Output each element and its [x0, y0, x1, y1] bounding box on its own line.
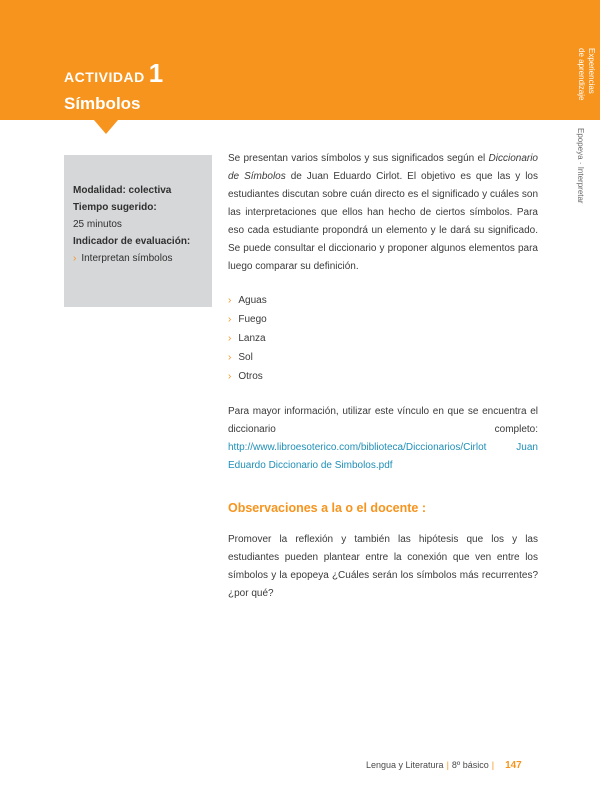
page-number: 147 — [505, 760, 522, 771]
activity-word: ACTIVIDAD — [64, 69, 145, 85]
modalidad-text: Modalidad: colectiva — [73, 185, 172, 196]
tiempo-label: Tiempo sugerido: — [73, 202, 157, 213]
bullet-icon: › — [228, 333, 232, 344]
footer-separator: | — [446, 760, 449, 770]
list-item — [228, 368, 538, 386]
footer-separator: | — [491, 760, 495, 770]
list-item-text: Otros — [238, 371, 263, 382]
more-info-paragraph — [228, 403, 538, 475]
side-section-line2: de aprendizaje — [577, 48, 586, 101]
observations-paragraph: Promover la reflexión y también las hipótesis que los y las estudiantes pueden plantear entre la conexión que ven entre los símbolos y la epopeya ¿Cuáles serán los símbolos más recurrentes? ¿por qué? — [228, 534, 538, 599]
symbol-list — [228, 292, 538, 386]
tiempo-value: 25 minutos — [73, 219, 122, 230]
side-section-line1: Experiencias — [587, 48, 596, 94]
observations-heading: Observaciones a la o el docente : — [228, 501, 426, 515]
activity-label — [64, 60, 163, 86]
list-item-text: Sol — [238, 352, 253, 363]
indicador-label: Indicador de evaluación: — [73, 236, 191, 247]
list-item — [228, 311, 538, 329]
bullet-icon: › — [228, 295, 232, 306]
list-item — [228, 349, 538, 367]
activity-title: Símbolos — [64, 94, 141, 113]
intro-text-a: Se presentan varios símbolos y sus significados según el — [228, 153, 489, 164]
footer-subject: Lengua y Literatura — [366, 760, 444, 770]
intro-text-b: de Juan Eduardo Cirlot. El objetivo es que las y los estudiantes discutan sobre cuán directo es el significado y cuáles son las interpretaciones que ellos han hecho de ciertos símbolos. Para eso cada estudiante propondrá un elemento y le dará su significado. Se puede consultar el diccionario y proponer algunos elementos para luego comparar su definición. — [228, 171, 538, 272]
bullet-icon: › — [228, 371, 232, 382]
footer-grade: 8º básico — [451, 760, 489, 770]
dictionary-link[interactable]: http://www.libroesoterico.com/biblioteca/Diccionarios/Cirlot Juan Eduardo Diccionario de Simbolos.pdf — [228, 442, 538, 471]
activity-info-box — [64, 155, 212, 307]
bullet-icon: › — [73, 253, 77, 264]
side-section-label — [568, 48, 596, 116]
list-item-text: Fuego — [238, 314, 267, 325]
intro-paragraph — [228, 150, 538, 276]
book-title: Diccionario de Símbolos — [228, 153, 538, 182]
list-item — [228, 292, 538, 310]
page-footer — [366, 760, 546, 771]
main-content — [228, 150, 538, 603]
list-item-text: Aguas — [238, 295, 267, 306]
list-item — [228, 330, 538, 348]
indicador-item-text: Interpretan símbolos — [81, 253, 173, 264]
header-tab-pointer — [94, 120, 118, 134]
activity-number: 1 — [148, 58, 164, 88]
side-unit-label: Epopeya · Interpretar — [576, 128, 585, 204]
bullet-icon: › — [228, 314, 232, 325]
indicador-item — [73, 250, 203, 267]
more-info-text: Para mayor información, utilizar este vínculo en que se encuentra el diccionario completo: — [228, 406, 538, 435]
list-item-text: Lanza — [238, 333, 266, 344]
bullet-icon: › — [228, 352, 232, 363]
